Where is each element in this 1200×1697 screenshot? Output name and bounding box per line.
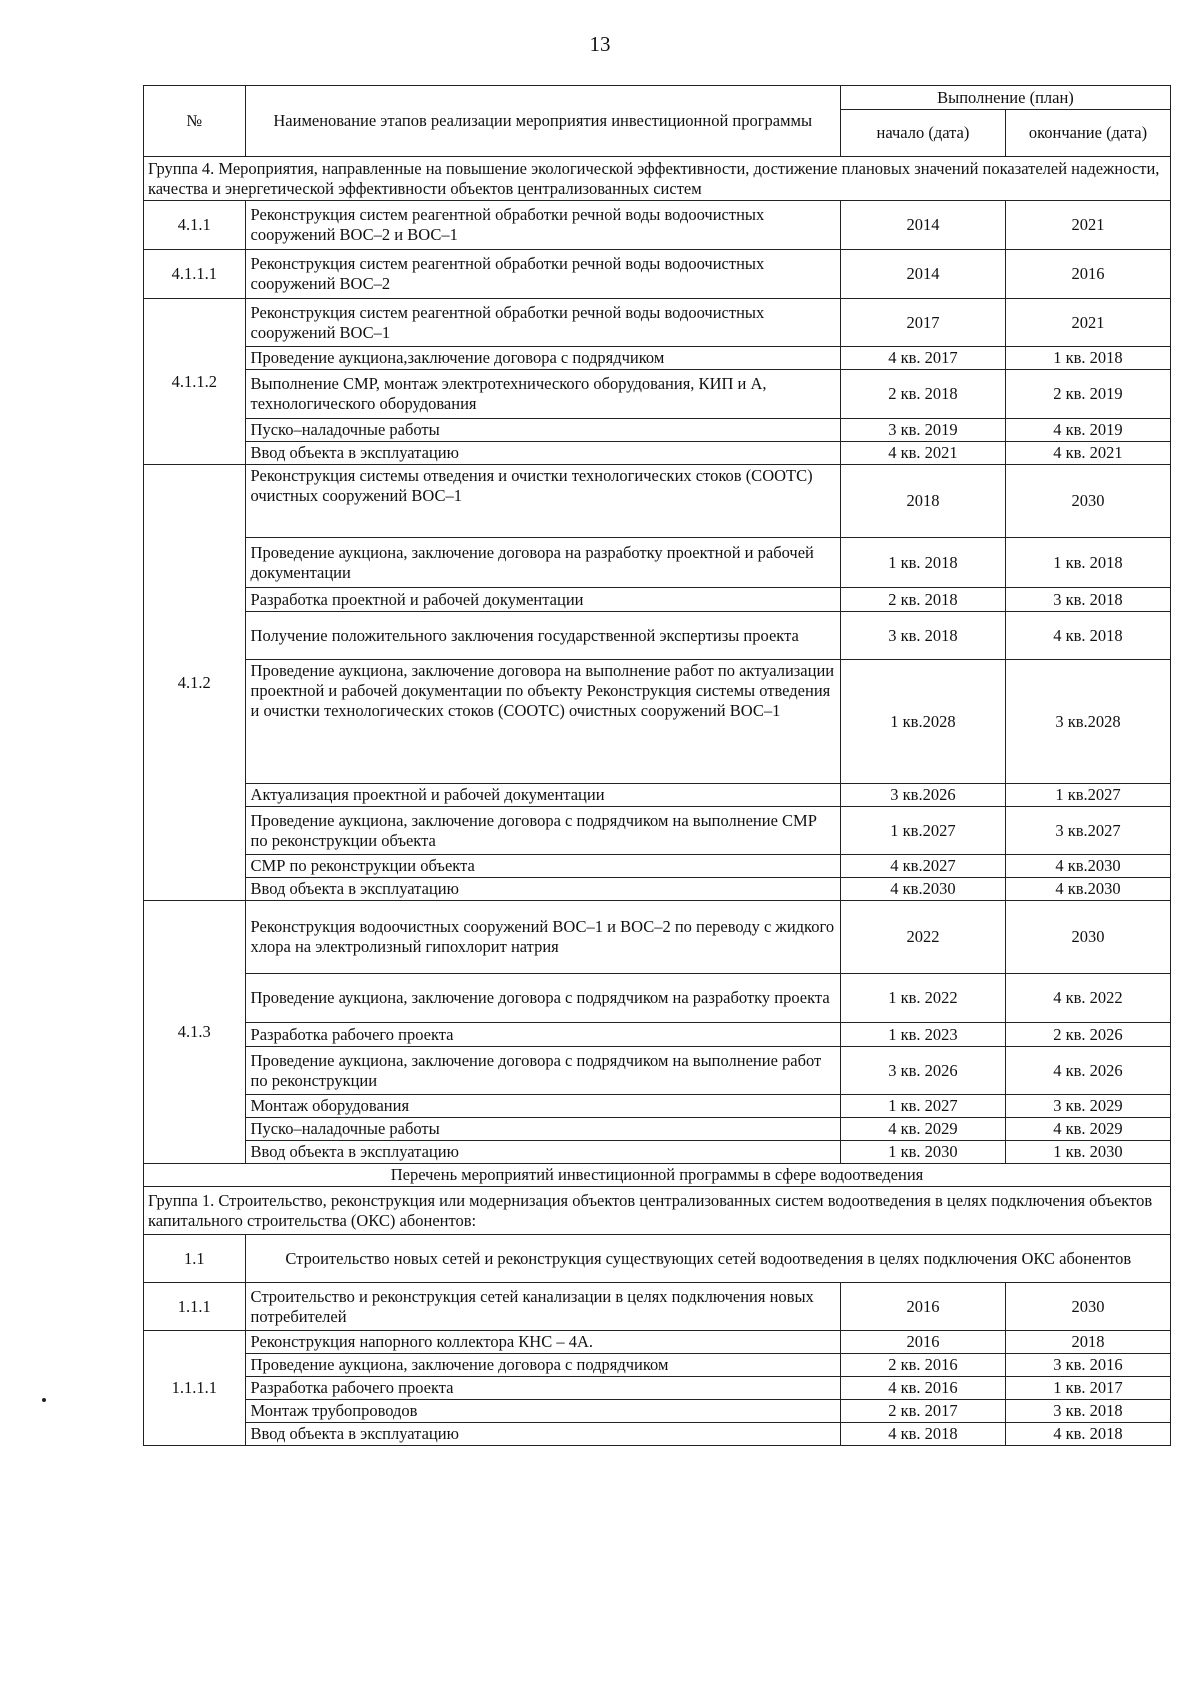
table-row	[144, 1095, 1171, 1118]
row-start: 2022	[840, 901, 1005, 974]
row-end: 1 кв. 2018	[1005, 347, 1170, 370]
table-row	[144, 784, 1171, 807]
row-start: 4 кв.2027	[840, 855, 1005, 878]
row-name: Реконструкция водоочистных сооружений ВОС–1 и ВОС–2 по переводу с жидкого хлора на электролизный гипохлорит натрия	[245, 901, 840, 974]
table-row	[144, 370, 1171, 419]
table-row	[144, 419, 1171, 442]
row-start: 3 кв. 2019	[840, 419, 1005, 442]
investment-program-table	[143, 85, 1171, 1446]
row-start: 2 кв. 2018	[840, 370, 1005, 419]
row-name: Проведение аукциона, заключение договора с подрядчиком на разработку проекта	[245, 974, 840, 1023]
row-end: 4 кв.2030	[1005, 855, 1170, 878]
table-row	[144, 1141, 1171, 1164]
row-start: 1 кв. 2018	[840, 538, 1005, 588]
row-end: 2021	[1005, 201, 1170, 250]
row-name: СМР по реконструкции объекта	[245, 855, 840, 878]
row-start: 2016	[840, 1283, 1005, 1331]
row-end: 3 кв. 2018	[1005, 1400, 1170, 1423]
row-start: 4 кв. 2018	[840, 1423, 1005, 1446]
table-row	[144, 1047, 1171, 1095]
margin-dot	[42, 1398, 46, 1402]
table-row	[144, 465, 1171, 538]
row-name: Ввод объекта в эксплуатацию	[245, 1141, 840, 1164]
table-row	[144, 538, 1171, 588]
row-end: 4 кв. 2018	[1005, 612, 1170, 660]
row-name: Ввод объекта в эксплуатацию	[245, 442, 840, 465]
table-row	[144, 1423, 1171, 1446]
table-row	[144, 299, 1171, 347]
row-end: 2030	[1005, 1283, 1170, 1331]
row-end: 3 кв.2028	[1005, 660, 1170, 784]
table-row	[144, 1400, 1171, 1423]
table-row	[144, 612, 1171, 660]
row-name: Реконструкция систем реагентной обработки речной воды водоочистных сооружений ВОС–2 и ВОС–1	[245, 201, 840, 250]
row-end: 3 кв. 2029	[1005, 1095, 1170, 1118]
row-name: Проведение аукциона, заключение договора с подрядчиком	[245, 1354, 840, 1377]
group-4-title: Группа 4. Мероприятия, направленные на повышение экологической эффективности, достижение плановых значений показателей надежности, качества и энергетической эффективности объектов централизованных систем	[144, 157, 1171, 201]
row-name: Проведение аукциона,заключение договора с подрядчиком	[245, 347, 840, 370]
row-end: 4 кв. 2026	[1005, 1047, 1170, 1095]
row-start: 1 кв.2028	[840, 660, 1005, 784]
row-start: 3 кв. 2018	[840, 612, 1005, 660]
row-start: 1 кв. 2027	[840, 1095, 1005, 1118]
row-name: Разработка проектной и рабочей документации	[245, 588, 840, 612]
row-start: 2018	[840, 465, 1005, 538]
row-start: 2017	[840, 299, 1005, 347]
table-row	[144, 878, 1171, 901]
row-start: 1 кв.2027	[840, 807, 1005, 855]
row-start: 2014	[840, 250, 1005, 299]
row-name: Проведение аукциона, заключение договора с подрядчиком на выполнение СМР по реконструкции объекта	[245, 807, 840, 855]
row-start: 2 кв. 2018	[840, 588, 1005, 612]
table-row	[144, 588, 1171, 612]
table-row	[144, 1118, 1171, 1141]
table-row	[144, 1377, 1171, 1400]
row-end: 4 кв. 2029	[1005, 1118, 1170, 1141]
row-name: Строительство новых сетей и реконструкция существующих сетей водоотведения в целях подключения ОКС абонентов	[245, 1235, 1170, 1283]
row-number: 4.1.1.2	[144, 299, 246, 465]
header-name: Наименование этапов реализации мероприятия инвестиционной программы	[245, 86, 840, 157]
row-end: 2021	[1005, 299, 1170, 347]
group-1-title: Группа 1. Строительство, реконструкция или модернизация объектов централизованных систем водоотведения в целях подключения объектов капитального строительства (ОКС) абонентов:	[144, 1187, 1171, 1235]
row-start: 4 кв. 2016	[840, 1377, 1005, 1400]
row-name: Ввод объекта в эксплуатацию	[245, 878, 840, 901]
page-number: 13	[589, 32, 611, 56]
row-end: 3 кв.2027	[1005, 807, 1170, 855]
table-row	[144, 974, 1171, 1023]
row-end: 2 кв. 2026	[1005, 1023, 1170, 1047]
section-title: Перечень мероприятий инвестиционной программы в сфере водоотведения	[144, 1164, 1171, 1187]
row-name: Пуско–наладочные работы	[245, 419, 840, 442]
row-end: 2030	[1005, 901, 1170, 974]
row-end: 4 кв. 2018	[1005, 1423, 1170, 1446]
row-end: 4 кв. 2021	[1005, 442, 1170, 465]
row-start: 4 кв. 2029	[840, 1118, 1005, 1141]
table-row	[144, 1331, 1171, 1354]
table-row	[144, 442, 1171, 465]
row-name: Реконструкция систем реагентной обработки речной воды водоочистных сооружений ВОС–1	[245, 299, 840, 347]
row-number: 4.1.1.1	[144, 250, 246, 299]
row-end: 1 кв. 2018	[1005, 538, 1170, 588]
table-row	[144, 901, 1171, 974]
table-row	[144, 201, 1171, 250]
row-number: 4.1.2	[144, 465, 246, 901]
row-start: 2016	[840, 1331, 1005, 1354]
row-end: 2018	[1005, 1331, 1170, 1354]
table-row	[144, 250, 1171, 299]
table-row	[144, 1235, 1171, 1283]
section-row	[144, 1164, 1171, 1187]
row-name: Монтаж трубопроводов	[245, 1400, 840, 1423]
table-row	[144, 807, 1171, 855]
table-row	[144, 660, 1171, 784]
group-row	[144, 157, 1171, 201]
row-start: 3 кв.2026	[840, 784, 1005, 807]
row-start: 4 кв.2030	[840, 878, 1005, 901]
header-execution: Выполнение (план)	[840, 86, 1170, 110]
row-start: 2 кв. 2017	[840, 1400, 1005, 1423]
row-end: 2016	[1005, 250, 1170, 299]
row-end: 4 кв. 2022	[1005, 974, 1170, 1023]
row-end: 1 кв. 2017	[1005, 1377, 1170, 1400]
row-name: Монтаж оборудования	[245, 1095, 840, 1118]
row-start: 4 кв. 2017	[840, 347, 1005, 370]
table-row	[144, 855, 1171, 878]
row-end: 3 кв. 2018	[1005, 588, 1170, 612]
row-number: 4.1.1	[144, 201, 246, 250]
row-end: 2030	[1005, 465, 1170, 538]
row-name: Реконструкция систем реагентной обработки речной воды водоочистных сооружений ВОС–2	[245, 250, 840, 299]
row-name: Получение положительного заключения государственной экспертизы проекта	[245, 612, 840, 660]
row-name: Реконструкция напорного коллектора КНС – 4А.	[245, 1331, 840, 1354]
row-number: 1.1.1.1	[144, 1331, 246, 1446]
row-start: 4 кв. 2021	[840, 442, 1005, 465]
header-end: окончание (дата)	[1005, 110, 1170, 157]
row-name: Разработка рабочего проекта	[245, 1377, 840, 1400]
row-end: 4 кв. 2019	[1005, 419, 1170, 442]
row-name: Пуско–наладочные работы	[245, 1118, 840, 1141]
row-start: 1 кв. 2022	[840, 974, 1005, 1023]
row-start: 1 кв. 2030	[840, 1141, 1005, 1164]
table-row	[144, 1023, 1171, 1047]
row-end: 4 кв.2030	[1005, 878, 1170, 901]
header-num: №	[144, 86, 246, 157]
row-number: 1.1.1	[144, 1283, 246, 1331]
row-end: 1 кв. 2030	[1005, 1141, 1170, 1164]
table-row	[144, 1354, 1171, 1377]
row-name: Строительство и реконструкция сетей канализации в целях подключения новых потребителей	[245, 1283, 840, 1331]
row-name: Проведение аукциона, заключение договора на разработку проектной и рабочей документации	[245, 538, 840, 588]
row-end: 1 кв.2027	[1005, 784, 1170, 807]
row-start: 3 кв. 2026	[840, 1047, 1005, 1095]
row-start: 2 кв. 2016	[840, 1354, 1005, 1377]
row-name: Выполнение СМР, монтаж электротехнического оборудования, КИП и А, технологического оборудования	[245, 370, 840, 419]
row-number: 4.1.3	[144, 901, 246, 1164]
row-name: Актуализация проектной и рабочей документации	[245, 784, 840, 807]
row-end: 2 кв. 2019	[1005, 370, 1170, 419]
table-row	[144, 347, 1171, 370]
header-row-1	[144, 86, 1171, 110]
row-name: Проведение аукциона, заключение договора на выполнение работ по актуализации проектной и рабочей документации по объекту Реконструкция системы отведения и очистки технологических стоков (СООТС) очистных сооружений ВОС–1	[245, 660, 840, 784]
row-name: Реконструкция системы отведения и очистки технологических стоков (СООТС) очистных сооружений ВОС–1	[245, 465, 840, 538]
row-start: 1 кв. 2023	[840, 1023, 1005, 1047]
row-start: 2014	[840, 201, 1005, 250]
row-name: Ввод объекта в эксплуатацию	[245, 1423, 840, 1446]
header-start: начало (дата)	[840, 110, 1005, 157]
group-row	[144, 1187, 1171, 1235]
row-name: Проведение аукциона, заключение договора с подрядчиком на выполнение работ по реконструкции	[245, 1047, 840, 1095]
row-name: Разработка рабочего проекта	[245, 1023, 840, 1047]
row-end: 3 кв. 2016	[1005, 1354, 1170, 1377]
row-number: 1.1	[144, 1235, 246, 1283]
table-row	[144, 1283, 1171, 1331]
